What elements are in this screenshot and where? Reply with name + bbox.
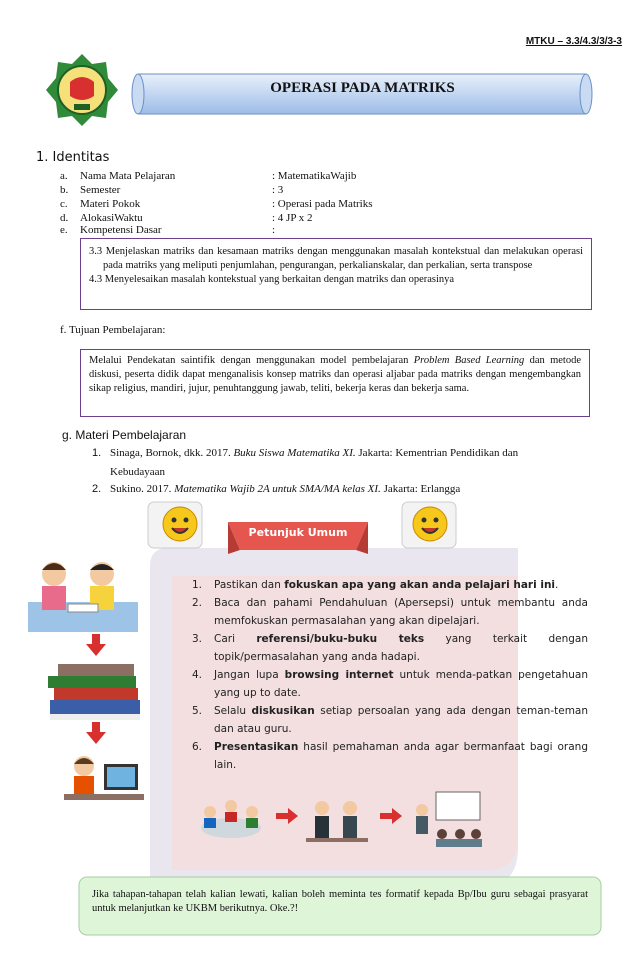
identity-row — [60, 212, 313, 224]
arrow-icon — [86, 634, 106, 656]
petunjuk-steps — [192, 576, 588, 774]
students-illustration — [28, 552, 138, 632]
module-code: MTKU – 3.3/4.3/3/3-3 — [525, 36, 622, 47]
identity-row — [60, 224, 275, 236]
row-value: : MatematikaWajib — [272, 170, 357, 182]
tujuan-text: Melalui Pendekatan saintifik dengan menggunakan model pembelajaran — [89, 355, 414, 366]
step-text — [214, 630, 588, 666]
row-label: Nama Mata Pelajaran — [80, 170, 176, 182]
row-value: : 4 JP x 2 — [272, 212, 313, 224]
section-heading-identitas: 1. Identitas — [36, 150, 110, 165]
step-text-part: yang terkait dengan topik/permasalahan yang anda hadapi. — [214, 633, 588, 663]
step-number: 4. — [192, 669, 203, 681]
step-text — [214, 666, 588, 702]
arrow-icon — [86, 722, 106, 744]
step-text-part: Selalu — [214, 705, 252, 717]
kompetensi-dasar-box — [80, 238, 592, 310]
step-item — [192, 630, 588, 666]
step-text-part: . — [555, 579, 559, 591]
ref-number: 2. — [92, 483, 102, 495]
row-key: e. — [60, 224, 68, 236]
step-text-part: Jangan lupa — [214, 669, 285, 681]
ref-number: 1. — [92, 447, 102, 459]
tujuan-box — [80, 349, 590, 417]
step-item — [192, 666, 588, 702]
step-text-bold: diskusikan — [251, 705, 315, 717]
kd-item: 4.3 Menyelesaikan masalah kontekstual yang berkaitan dengan matriks dan operasinya — [89, 274, 455, 285]
step-text — [214, 594, 588, 630]
ref-publisher: Kebudayaan — [110, 466, 165, 478]
smiley-icon — [146, 500, 204, 550]
row-value: : 3 — [272, 184, 284, 196]
step-text-bold: fokuskan apa yang akan anda pelajari hari ini — [284, 579, 556, 591]
step-text-bold: browsing internet — [284, 669, 394, 681]
step-text-part: untuk menda-patkan pengetahuan yang up to date. — [214, 669, 589, 699]
identity-row — [60, 170, 356, 182]
school-logo — [44, 52, 120, 128]
reference-item — [110, 466, 165, 478]
ref-author: Sinaga, Bornok, dkk. 2017. — [110, 447, 234, 459]
reference-item — [92, 483, 460, 495]
step-text-part: Pastikan dan — [214, 579, 285, 591]
tujuan-model: Problem Based Learning — [413, 355, 525, 366]
row-key: a. — [60, 170, 68, 182]
row-key: d. — [60, 212, 69, 224]
step-number: 3. — [192, 633, 203, 645]
step-text — [214, 738, 588, 774]
step-number: 6. — [192, 741, 203, 753]
step-text-part: hasil pemahaman anda agar bermanfaat bagi orang lain. — [214, 741, 588, 771]
books-illustration — [40, 656, 150, 722]
step-text-part: Cari — [214, 633, 257, 645]
step-text — [214, 702, 588, 738]
step-item — [192, 594, 588, 630]
meeting-illustration — [196, 792, 266, 848]
page-title: OPERASI PADA MATRIKS — [270, 80, 455, 96]
step-item — [192, 576, 588, 594]
ref-title: Matematika Wajib 2A untuk SMA/MA kelas XI. — [174, 483, 381, 495]
arrow-icon — [380, 808, 402, 824]
reference-item — [92, 447, 518, 459]
row-label: Kompetensi Dasar — [80, 224, 162, 236]
identity-row — [60, 198, 373, 210]
identity-row — [60, 184, 283, 196]
step-item — [192, 702, 588, 738]
step-text — [214, 576, 588, 594]
row-label: Semester — [80, 184, 121, 196]
step-text-part: setiap persoalan yang ada dengan teman-teman dan atau guru. — [214, 705, 589, 735]
step-item — [192, 738, 588, 774]
computer-user-illustration — [54, 744, 150, 814]
step-number: 2. — [192, 597, 203, 609]
petunjuk-title: Petunjuk Umum — [248, 526, 348, 539]
ref-publisher: Jakarta: Erlangga — [380, 483, 461, 495]
step-text-bold: referensi/buku-buku teks — [256, 633, 425, 645]
tujuan-label: f. Tujuan Pembelajaran: — [60, 324, 166, 336]
row-value: : — [272, 224, 276, 236]
row-label: Materi Pokok — [80, 198, 141, 210]
row-key: b. — [60, 184, 69, 196]
step-text-bold: Presentasikan — [214, 741, 299, 753]
classroom-presentation-illustration — [406, 790, 486, 850]
row-key: c. — [60, 198, 68, 210]
ref-author: Sukino. 2017. — [110, 483, 175, 495]
row-value: : Operasi pada Matriks — [272, 198, 373, 210]
presentation-illustration — [302, 792, 372, 848]
kd-item: 3.3 Menjelaskan matriks dan kesamaan matriks dengan menggunakan masalah kontekstual dan melakukan operasi pada matriks yang meliputi penjumlahan, pengurangan, perkalianskalar, dan perkalian, serta transpose — [89, 246, 583, 271]
step-text-part: Baca dan pahami Pendahuluan (Apersepsi) untuk membantu anda memfokuskan permasalahan yang akan dipelajari. — [214, 597, 588, 627]
step-number: 1. — [192, 579, 203, 591]
smiley-icon — [400, 500, 458, 550]
footer-note: Jika tahapan-tahapan telah kalian lewati, kalian boleh meminta tes formatif kepada Bp/Ibu guru sebagai prasyarat untuk melanjutkan ke UKBM berikutnya. Oke.?! — [92, 889, 588, 914]
step-number: 5. — [192, 705, 203, 717]
row-label: AlokasiWaktu — [80, 212, 143, 224]
materi-heading: g. Materi Pembelajaran — [62, 428, 187, 442]
ref-title: Buku Siswa Matematika XI. — [233, 447, 356, 459]
tujuan-text-end: dan metode diskusi, peserta didik dapat menganalisis konsep matriks dan operasi aljabar pada matriks dengan mengembangkan sikap religius, mandiri, jujur, penuhtanggung jawab, teliti, bekerja keras dan bekerja sama. — [89, 355, 581, 394]
arrow-icon — [276, 808, 298, 824]
ref-publisher: Jakarta: Kementrian Pendidikan dan — [355, 447, 519, 459]
